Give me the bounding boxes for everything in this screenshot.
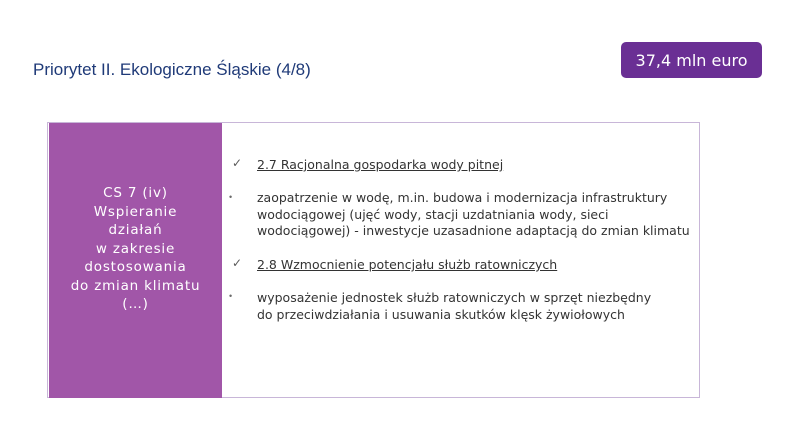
check-icon: ✓: [232, 156, 243, 170]
measure-heading-2-7: 2.7 Racjonalna gospodarka wody pitnej: [257, 157, 504, 172]
bullet-icon: •: [229, 291, 233, 301]
check-icon: ✓: [232, 256, 243, 270]
bullet-icon: •: [229, 192, 233, 202]
measure-heading-2-8: 2.8 Wzmocnienie potencjału służb ratowniczych: [257, 257, 558, 272]
budget-badge: 37,4 mln euro: [621, 42, 762, 78]
page-title: Priorytet II. Ekologiczne Śląskie (4/8): [33, 60, 311, 79]
specific-objective-label: CS 7 (iv) Wspieranie działań w zakresie dostosowania do zmian klimatu (…): [70, 185, 201, 312]
measure-description-2-7: zaopatrzenie w wodę, m.in. budowa i modernizacja infrastruktury wodociągowej (ujęć wody, stacji uzdatniania wody, sieci wodociągowej) - inwestycje uzasadnione adaptacją do zmian klimatu: [257, 190, 690, 238]
measure-description-2-8: wyposażenie jednostek służb ratowniczych w sprzęt niezbędny do przeciwdziałania i usuwania skutków klęsk żywiołowych: [257, 290, 652, 322]
